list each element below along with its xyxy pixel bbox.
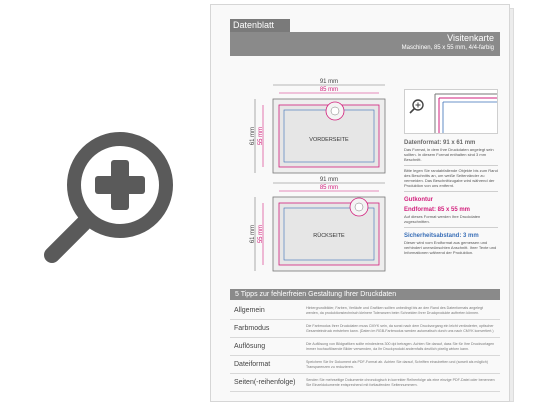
safety-title: Sicherheitsabstand: 3 mm (404, 233, 479, 239)
table-row (230, 356, 500, 374)
table-row (230, 374, 500, 392)
card-diagram (251, 75, 396, 275)
tip-label: Seiten(-reihenfolge) (234, 379, 296, 386)
header-subtitle: Maschinen, 85 x 55 mm, 4/4-farbig (401, 45, 494, 51)
format-info (404, 89, 498, 255)
note-block (404, 165, 498, 188)
tip-text: Die Farbmodus Ihrer Druckdaten muss CMYK sein, da sonst nach dem Druckvorgang ein leicht veränderter, optischer Gesamteindruck entstehen kann. (Daten im RGB-Farbmodus werden automatisch durch uns nach CMYK konvertiert.) (306, 324, 494, 333)
header-bar (230, 32, 500, 56)
corner-detail (404, 89, 498, 134)
back-width-inner: 85 mm (319, 185, 339, 191)
datasheet-tab: Datenblatt (230, 19, 290, 32)
cut-title: Gutkontur (404, 197, 433, 203)
zoom-in-button[interactable] (40, 127, 210, 297)
back-height-outer: 61 mm (250, 224, 256, 244)
tips-table (230, 302, 500, 392)
safety-block (404, 227, 498, 255)
cut-subtitle: Endformat: 85 x 55 mm (404, 207, 471, 213)
tip-text: Die Auflösung von Bildgrafiken sollte mindestens 300 dpi betragen. Achten Sie darauf, dass Sie für Ihre Druckvorlagen immer hochauflösende Bilder verwenden, da Ihr Druckprodukt andernfalls deutlich pixelig wirken kann. (306, 342, 495, 351)
tips-title: 5 Tipps zur fehlerfreien Gestaltung Ihrer Druckdaten (230, 289, 500, 300)
tip-label: Farbmodus (234, 325, 270, 332)
magnifier-plus-icon (40, 127, 210, 297)
tip-text: Hintergrundbilder, Farben, Verläufe und Grafiken sollten unbedingt bis an den Rand des Datenformats angelegt werden, da produktionstechnisch kleinere Toleranzen beim Schneiden Ihrer Druckprodukte auftreten können. (306, 306, 484, 315)
front-height-outer: 61 mm (250, 126, 256, 146)
safety-text: Dieser wird vom Endformat aus gemessen und verhindert unerwünschten Anschnitt. Ihrer Texte und Informationen während der Produktion. (404, 240, 497, 255)
back-height-inner: 55 mm (258, 224, 264, 244)
tip-label: Dateiformat (234, 361, 271, 368)
zoom-detail-icon (405, 90, 497, 133)
note-text: Bitte legen Sie randabfallende Objekte bis zum Rand des Beschnitts an, um weiße Seitenränder zu vermeiden. Das Beschnittzugabe wird während der Produktion von uns entfernt. (404, 168, 498, 188)
datasheet-page (210, 4, 510, 402)
front-width-inner: 85 mm (319, 87, 339, 93)
table-row (230, 302, 500, 320)
back-label: RÜCKSEITE (313, 233, 345, 239)
cut-block (404, 191, 498, 224)
tip-text: Senden Sie mehrseitige Dokumente chronologisch in korrekter Reihenfolge als eine einzige PDF-Datei oder benennen Sie Einzeldokumente entsprechend mit fortlaufenden Seitennummern. (306, 378, 495, 387)
front-width-outer: 91 mm (319, 79, 339, 85)
front-height-inner: 55 mm (258, 126, 264, 146)
cut-text: Auf dieses Format werden Ihre Druckdaten zugeschnitten. (404, 214, 481, 224)
header-title: Visitenkarte (447, 33, 494, 43)
tip-label: Allgemein (234, 307, 265, 314)
front-label: VORDERSEITE (309, 137, 349, 143)
tip-text: Speichern Sie Ihr Dokument als PDF-Format ab. Achten Sie darauf, Schriften einzubetten und (soweit als möglich) Transparenzen zu reduzieren. (306, 360, 488, 369)
data-format-text: Das Format, in dem Ihre Druckdaten angelegt sein sollten. In diesem Format enthalten sind 3 mm Beschnitt. (404, 147, 494, 162)
table-row (230, 338, 500, 356)
data-format-title: Datenformat: 91 x 61 mm (404, 140, 476, 146)
tip-label: Auflösung (234, 343, 266, 350)
table-row (230, 320, 500, 338)
back-width-outer: 91 mm (319, 177, 339, 183)
